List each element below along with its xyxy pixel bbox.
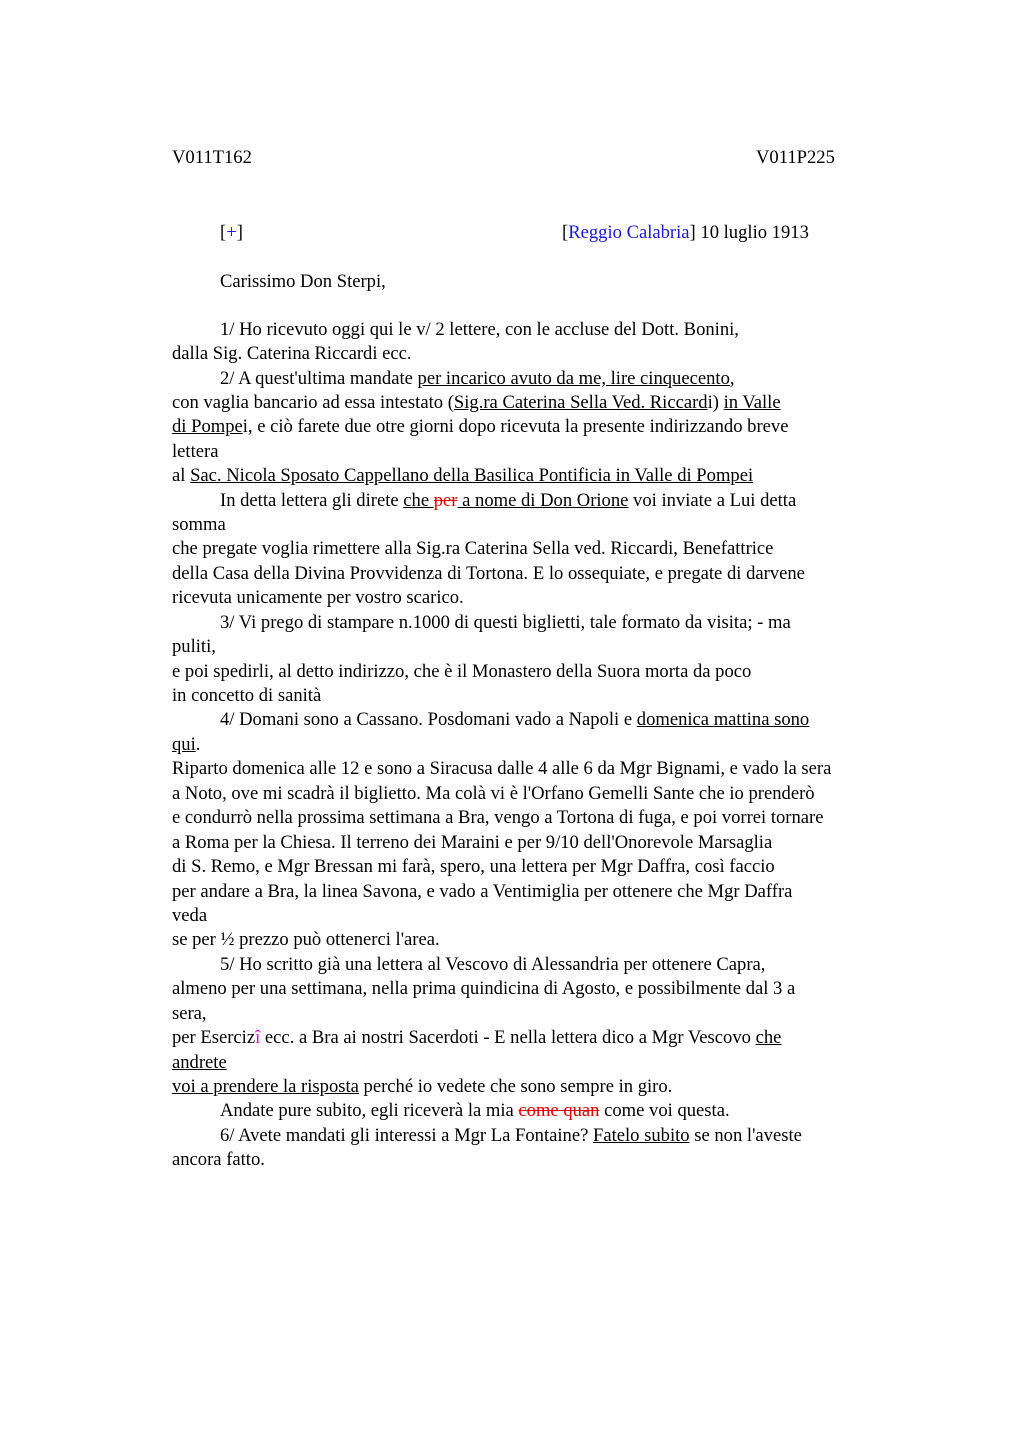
text-span: ecc. a Bra ai nostri Sacerdoti - E nella lettera dico a Mgr Vescovo — [260, 1027, 756, 1048]
text-span: , — [729, 368, 735, 389]
bracket: ] — [236, 222, 243, 243]
text-span: con vaglia bancario ad essa intestato ( — [172, 392, 454, 413]
underlined-text: Sac. Nicola Sposato Cappellano della Basilica Pontificia in Valle di Pompei — [190, 465, 754, 486]
text-span: i, e ciò farete due otre giorni dopo ricevuta la presente indirizzando breve — [242, 416, 789, 437]
text-span: al — [172, 465, 191, 486]
text-line — [220, 708, 809, 732]
text-span: perché io vedete che sono sempre in giro. — [358, 1076, 673, 1097]
text-line: Riparto domenica alle 12 e sono a Siracusa dalle 4 alle 6 da Mgr Bignami, e vado la sera — [172, 758, 832, 779]
text-line: e poi spedirli, al detto indirizzo, che è il Monastero della Suora morta da poco — [172, 661, 752, 682]
text-line: 5/ Ho scritto già una lettera al Vescovo di Alessandria per ottenere Capra, — [220, 954, 766, 975]
text-line — [220, 367, 735, 391]
underlined-text: in Valle — [723, 392, 781, 413]
underlined-text: a nome di Don Orione — [457, 490, 629, 511]
text-line: 3/ Vi prego di stampare n.1000 di questi biglietti, tale formato da visita; - ma — [220, 612, 791, 633]
bracket: [ — [562, 222, 569, 243]
text-line: somma — [172, 514, 226, 535]
underlined-text: domenica mattina sono — [636, 709, 810, 730]
underlined-text: che — [755, 1027, 782, 1048]
text-line: veda — [172, 905, 208, 926]
text-line — [172, 391, 781, 415]
text-span: se non l'aveste — [689, 1125, 802, 1146]
underlined-text: Fatelo subito — [592, 1125, 690, 1146]
underlined-text: qui — [172, 734, 196, 755]
text-line: ancora fatto. — [172, 1149, 265, 1170]
text-line: che pregate voglia rimettere alla Sig.ra Caterina Sella ved. Riccardi, Benefattrice — [172, 538, 774, 559]
underlined-text: voi a prendere la risposta — [172, 1076, 359, 1097]
salutation: Carissimo Don Sterpi, — [220, 271, 386, 292]
dateline-right — [562, 221, 809, 245]
text-line: a Noto, ove mi scadrà il biglietto. Ma colà vi è l'Orfano Gemelli Sante che io prenderò — [172, 783, 815, 804]
text-line: lettera — [172, 441, 219, 462]
text-line: di S. Remo, e Mgr Bressan mi farà, spero, una lettera per Mgr Daffra, così faccio — [172, 856, 775, 877]
text-span: 4/ Domani sono a Cassano. Posdomani vado a Napoli e — [220, 709, 637, 730]
text-span: Andate pure subito, egli riceverà la mia — [220, 1100, 519, 1121]
underlined-text: di Pompe — [172, 416, 243, 437]
text-line — [220, 489, 796, 513]
text-line: e condurrò nella prossima settimana a Bra, vengo a Tortona di fuga, e poi vorrei tornare — [172, 807, 824, 828]
text-line: per andare a Bra, la linea Savona, e vado a Ventimiglia per ottenere che Mgr Daffra — [172, 881, 793, 902]
text-line: puliti, — [172, 636, 216, 657]
text-line: dalla Sig. Caterina Riccardi ecc. — [172, 343, 412, 364]
bracket: [ — [220, 222, 227, 243]
text-line — [172, 1075, 672, 1099]
text-span: per Eserciz — [172, 1027, 256, 1048]
text-line: a Roma per la Chiesa. Il terreno dei Maraini e per 9/10 dell'Onorevole Marsaglia — [172, 832, 773, 853]
text-line — [172, 733, 200, 757]
deleted-text: per — [433, 490, 458, 511]
text-span: In detta lettera gli direte — [220, 490, 404, 511]
deleted-text: come quan — [518, 1100, 600, 1121]
text-span: . — [195, 734, 201, 755]
text-line: in concetto di sanità — [172, 685, 322, 706]
text-line — [172, 415, 788, 439]
document-code-left: V011T162 — [172, 147, 252, 168]
text-line: ricevuta unicamente per vostro scarico. — [172, 587, 464, 608]
text-line: 1/ Ho ricevuto oggi qui le v/ 2 lettere, con le accluse del Dott. Bonini, — [220, 319, 739, 340]
plus-link[interactable]: + — [226, 222, 237, 243]
text-line: sera, — [172, 1003, 207, 1024]
text-span: 6/ Avete mandati gli interessi a Mgr La Fontaine? — [220, 1125, 593, 1146]
text-span: voi inviate a Lui detta — [628, 490, 797, 511]
bracket: ] — [689, 222, 696, 243]
document-code-right: V011P225 — [756, 147, 835, 168]
text-line: andrete — [172, 1052, 227, 1073]
text-line — [172, 464, 753, 488]
underlined-text: per incarico avuto da me, lire cinquecento — [417, 368, 730, 389]
text-line: almeno per una settimana, nella prima quindicina di Agosto, e possibilmente dal 3 a — [172, 978, 796, 999]
text-span: 2/ A quest'ultima mandate — [220, 368, 418, 389]
text-line — [220, 1099, 730, 1123]
text-line — [220, 1124, 802, 1148]
text-line: se per ½ prezzo può ottenerci l'area. — [172, 929, 440, 950]
highlighted-char: î — [255, 1027, 261, 1048]
text-span: come voi questa. — [599, 1100, 730, 1121]
dateline-left — [220, 221, 243, 245]
text-line: della Casa della Divina Provvidenza di Tortona. E lo ossequiate, e pregate di darvene — [172, 563, 805, 584]
place-link[interactable]: Reggio Calabria — [568, 222, 690, 243]
text-span: i) — [707, 392, 724, 413]
underlined-text: Sig.ra Caterina Sella Ved. Riccard — [453, 392, 708, 413]
text-line — [172, 1026, 781, 1050]
letter-date: 10 luglio 1913 — [695, 222, 809, 243]
underlined-text: che — [403, 490, 434, 511]
